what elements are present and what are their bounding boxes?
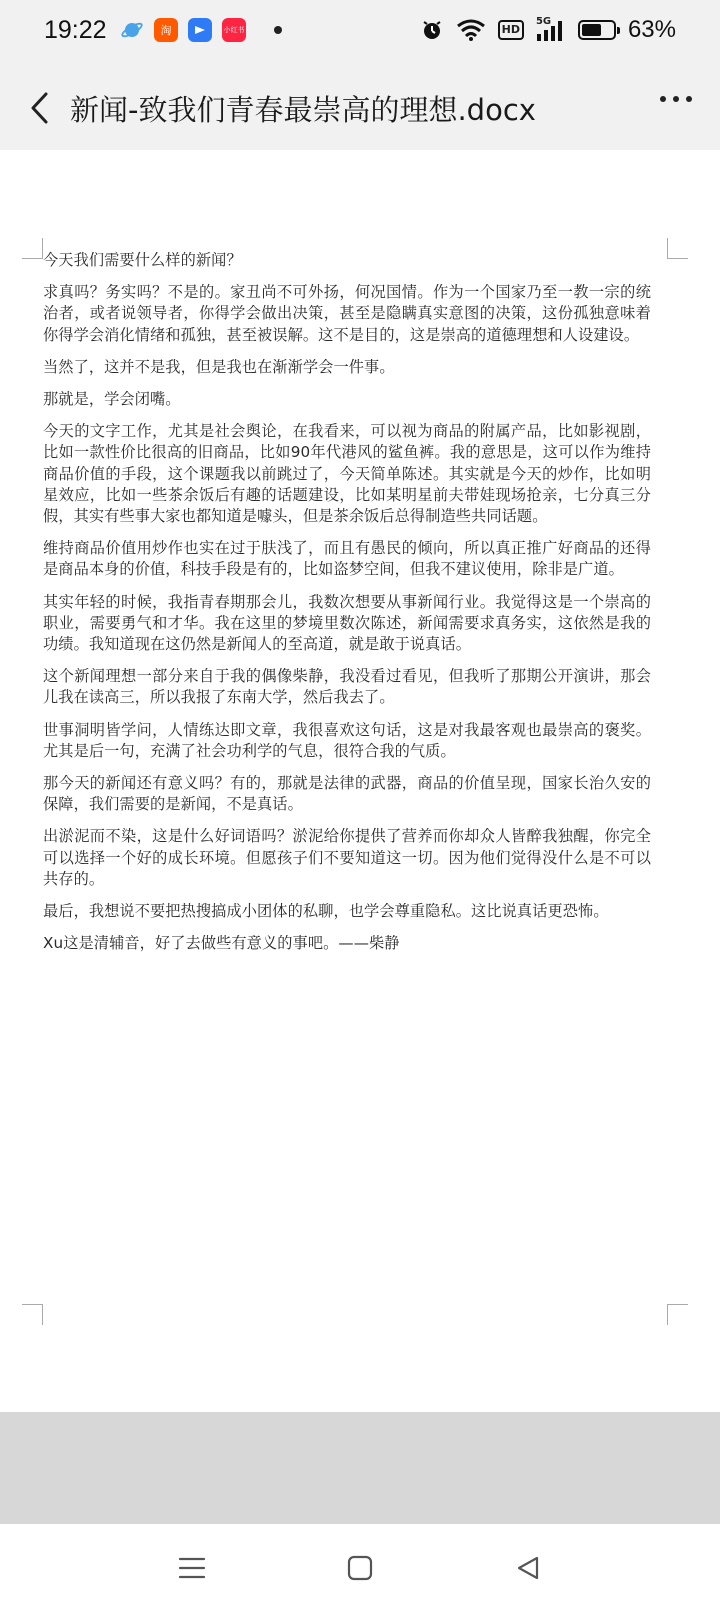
cellular-signal-icon	[536, 18, 566, 42]
feishu-app-icon	[188, 18, 212, 42]
doc-paragraph: 今天的文字工作，尤其是社会舆论，在我看来，可以视为商品的附属产品，比如影视剧，比如一款性价比很高的旧商品，比如90年代港风的鲨鱼裤。我的意思是，这可以作为维持商品价值的手段，这个课题我以前跳过了，今天简单陈述。其实就是今天的炒作，比如明星效应，比如一些茶余饭后有趣的话题建设，比如某明星前夫带娃现场抢亲，七分真三分假，其实有些事大家也都知道是噱头，但是茶余饭后总得制造些共同话题。	[43, 422, 651, 526]
document-page[interactable]	[0, 150, 720, 1412]
menu-icon	[178, 1556, 206, 1580]
notification-dot	[274, 26, 282, 34]
doc-paragraph: 最后，我想说不要把热搜搞成小团体的私聊，也学会尊重隐私。这比说真话更恐怖。	[43, 902, 609, 921]
doc-paragraph: 其实年轻的时候，我指青春期那会儿，我数次想要从事新闻行业。我觉得这是一个崇高的职业，需要勇气和才华。我在这里的梦境里数次陈述，新闻需要求真务实，这依然是我的功绩。我知道现在这仍然是新闻人的至高道，就是敢于说真话。	[43, 592, 651, 654]
margin-corner-bottom-right	[667, 1304, 688, 1325]
status-bar	[0, 0, 720, 66]
battery-icon	[578, 20, 616, 40]
recent-apps-button[interactable]	[168, 1544, 216, 1592]
doc-paragraph: Xu这是清辅音，好了去做些有意义的事吧。——柴静	[43, 934, 400, 953]
network-type-label: 5G	[535, 16, 552, 27]
back-triangle-icon	[515, 1555, 541, 1581]
more-options-button[interactable]	[660, 96, 692, 102]
document-title: 新闻-致我们青春最崇高的理想.docx	[70, 93, 536, 127]
chevron-left-icon	[28, 91, 52, 125]
alarm-icon	[420, 18, 444, 42]
doc-paragraph: 这个新闻理想一部分来自于我的偶像柴静，我没看过看见，但我听了那期公开演讲，那会儿我在读高三，所以我报了东南大学，然后我去了。	[43, 667, 651, 707]
taobao-app-icon	[154, 18, 178, 42]
doc-paragraph: 求真吗？务实吗？不是的。家丑尚不可外扬，何况国情。作为一个国家乃至一教一宗的统治者，或者说领导者，你得学会做出决策，甚至是隐瞒真实意图的决策，这份孤独意味着你得学会消化情绪和孤独，甚至被误解。这不是目的，这是崇高的道德理想和人设建设。	[43, 283, 651, 344]
back-nav-button[interactable]	[504, 1544, 552, 1592]
hd-badge: HD	[498, 20, 524, 40]
battery-fill	[582, 24, 601, 36]
xiaohongshu-app-label: 小红书	[223, 26, 245, 34]
planet-app-icon	[120, 18, 144, 42]
home-button[interactable]	[336, 1544, 384, 1592]
home-square-icon	[347, 1555, 373, 1581]
page-gap	[0, 1412, 720, 1524]
margin-corner-top-left	[22, 238, 43, 259]
battery-percent: 63%	[627, 16, 676, 43]
app-bar	[0, 66, 720, 150]
wifi-icon	[456, 18, 486, 42]
status-indicators	[420, 16, 676, 44]
margin-corner-top-right	[667, 238, 688, 259]
status-time: 19:22	[44, 16, 107, 44]
doc-paragraph: 那今天的新闻还有意义吗？有的，那就是法律的武器，商品的价值呈现，国家长治久安的保障，我们需要的是新闻，不是真话。	[43, 774, 651, 814]
doc-paragraph: 世事洞明皆学问，人情练达即文章，我很喜欢这句话，这是对我最客观也最崇高的褒奖。尤其是后一句，充满了社会功利学的气息，很符合我的气质。	[43, 720, 651, 760]
more-dot	[673, 96, 679, 102]
back-button[interactable]	[18, 86, 62, 130]
more-dot	[686, 96, 692, 102]
taobao-app-label: 淘	[160, 24, 172, 37]
doc-paragraph: 今天我们需要什么样的新闻？	[43, 251, 242, 269]
doc-paragraph: 维持商品价值用炒作也实在过于肤浅了，而且有愚民的倾向，所以真正推广好商品的还得是商品本身的价值，科技手段是有的，比如盗梦空间，但我不建议使用，除非是广道。	[43, 539, 651, 579]
more-horizontal-icon	[660, 96, 666, 102]
document-body	[43, 250, 651, 965]
margin-corner-bottom-left	[22, 1304, 43, 1325]
xiaohongshu-app-icon	[222, 18, 246, 42]
system-nav-bar	[0, 1524, 720, 1612]
doc-paragraph: 那就是，学会闭嘴。	[43, 390, 181, 409]
status-app-icons	[120, 18, 282, 42]
doc-paragraph: 当然了，这并不是我，但是我也在渐渐学会一件事。	[43, 357, 395, 376]
doc-paragraph: 出淤泥而不染，这是什么好词语吗？淤泥给你提供了营养而你却众人皆醉我独醒，你完全可以选择一个好的成长环境。但愿孩子们不要知道这一切。因为他们觉得没什么是不可以共存的。	[43, 827, 651, 888]
